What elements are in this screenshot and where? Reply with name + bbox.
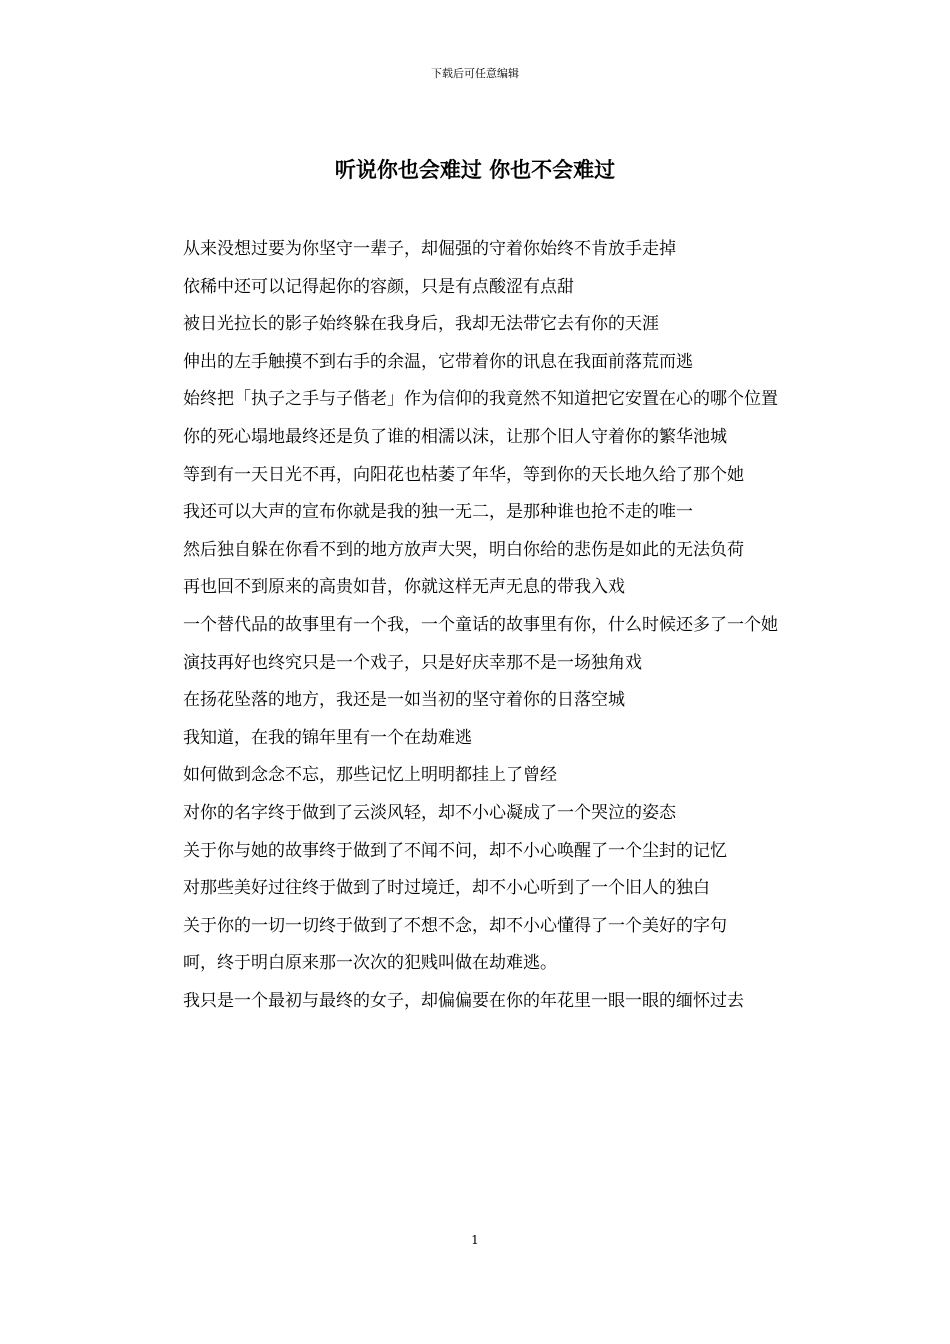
paragraph-13: 在扬花坠落的地方，我还是一如当初的坚守着你的日落空城 <box>183 690 625 711</box>
header-note: 下载后可任意编辑 <box>431 67 519 80</box>
paragraph-10: 再也回不到原来的高贵如昔，你就这样无声无息的带我入戏 <box>183 577 625 598</box>
paragraph-1: 从来没想过要为你坚守一辈子，却倔强的守着你始终不肯放手走掉 <box>183 239 676 259</box>
paragraph-18: 对那些美好过往终于做到了时过境迁，却不小心听到了一个旧人的独白 <box>183 878 710 899</box>
paragraph-20: 呵，终于明白原来那一次次的犯贱叫做在劫难逃。 <box>183 953 557 974</box>
paragraph-21: 我只是一个最初与最终的女子，却偏偏要在你的年花里一眼一眼的缅怀过去 <box>183 990 744 1011</box>
document-body <box>145 231 809 1020</box>
paragraph-2: 依稀中还可以记得起你的容颜，只是有点酸涩有点甜 <box>183 276 574 297</box>
paragraph-12: 演技再好也终究只是一个戏子，只是好庆幸那不是一场独角戏 <box>183 652 642 673</box>
paragraph-17: 关于你与她的故事终于做到了不闻不问，却不小心唤醒了一个尘封的记忆 <box>183 840 727 861</box>
paragraph-11: 一个替代品的故事里有一个我，一个童话的故事里有你，什么时候还多了一个她 <box>183 614 778 635</box>
paragraph-19: 关于你的一切一切终于做到了不想不念，却不小心懂得了一个美好的字句 <box>183 915 727 936</box>
paragraph-6: 你的死心塌地最终还是负了谁的相濡以沫，让那个旧人守着你的繁华池城 <box>183 426 727 447</box>
paragraph-15: 如何做到念念不忘，那些记忆上明明都挂上了曾经 <box>183 765 557 786</box>
paragraph-3: 被日光拉长的影子始终躲在我身后，我却无法带它去有你的天涯 <box>183 314 659 335</box>
document-title: 听说你也会难过 你也不会难过 <box>334 157 616 182</box>
paragraph-7: 等到有一天日光不再，向阳花也枯萎了年华，等到你的天长地久给了那个她 <box>183 464 744 485</box>
paragraph-4: 伸出的左手触摸不到右手的余温，它带着你的讯息在我面前落荒而逃 <box>183 351 693 372</box>
page-number: 1 <box>471 1233 479 1247</box>
paragraph-5: 始终把「执子之手与子偕老」作为信仰的我竟然不知道把它安置在心的哪个位置 <box>183 389 778 410</box>
paragraph-8: 我还可以大声的宣布你就是我的独一无二，是那种谁也抢不走的唯一 <box>183 502 693 523</box>
paragraph-14: 我知道，在我的锦年里有一个在劫难逃 <box>183 727 472 748</box>
paragraph-9: 然后独自躲在你看不到的地方放声大哭，明白你给的悲伤是如此的无法负荷 <box>183 539 744 560</box>
paragraph-16: 对你的名字终于做到了云淡风轻，却不小心凝成了一个哭泣的姿态 <box>183 802 676 823</box>
